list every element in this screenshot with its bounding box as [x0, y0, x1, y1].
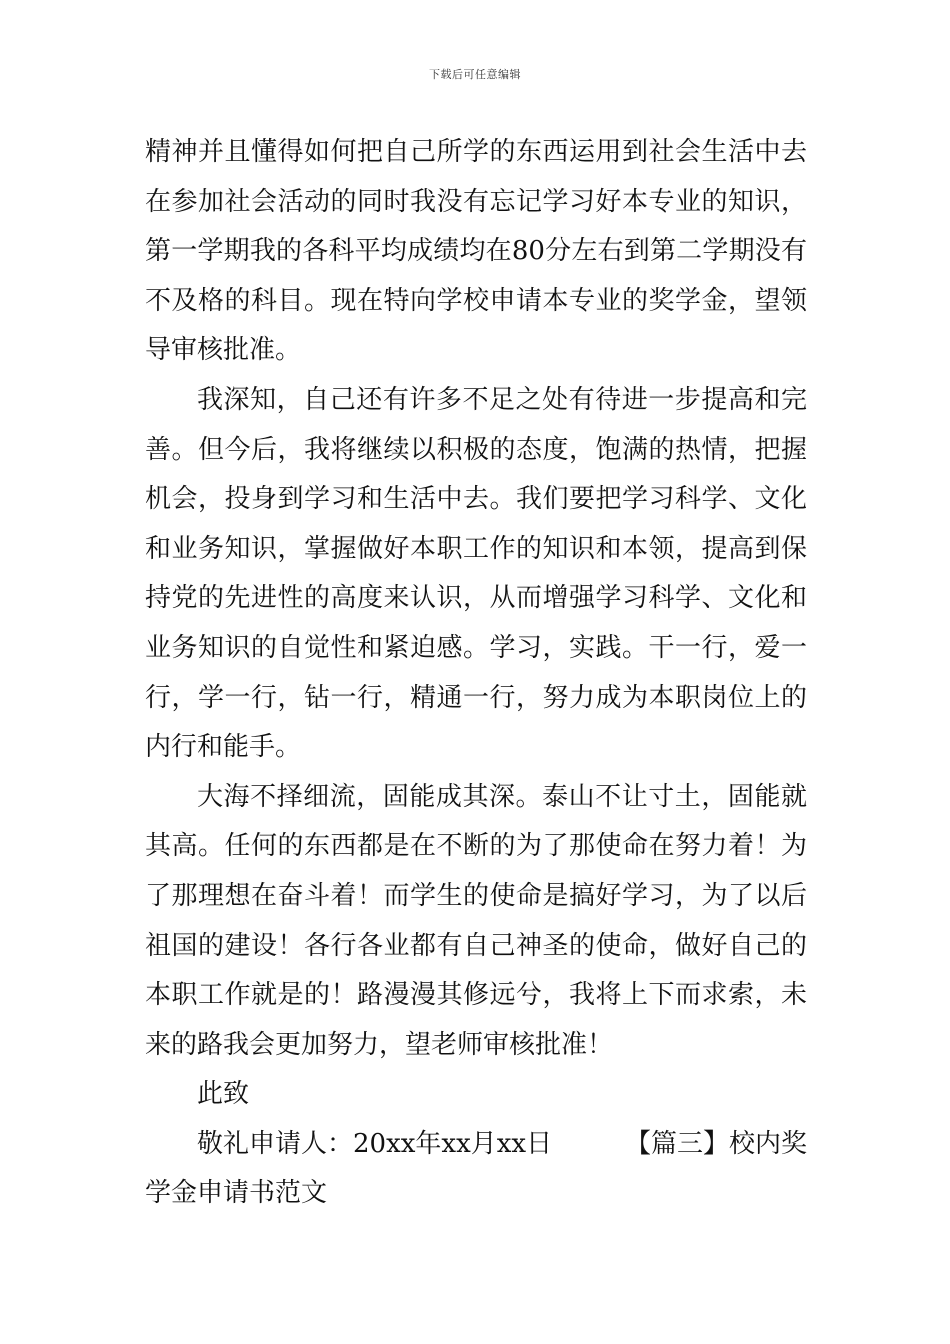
text-line: 导审核批准。: [145, 335, 302, 366]
closing-salutation: 此致: [197, 1079, 250, 1110]
text-line: 和业务知识，掌握做好本职工作的知识和本领，提高到保: [145, 533, 807, 564]
text-line: 行，学一行，钻一行，精通一行，努力成为本职岗位上的: [145, 682, 807, 713]
section-heading-start: 【篇三】校内奖: [624, 1128, 807, 1159]
document-body: [145, 128, 807, 1219]
page-header: 下载后可任意编辑: [429, 68, 521, 81]
text-line: 内行和能手。: [145, 732, 302, 763]
text-line: 业务知识的自觉性和紧迫感。学习，实践。干一行，爱一: [145, 632, 807, 663]
signature-applicant-date: 敬礼申请人：20xx年xx月xx日: [197, 1128, 553, 1159]
text-line: 持党的先进性的高度来认识，从而增强学习科学、文化和: [145, 583, 807, 614]
paragraph-start-line: 我深知，自己还有许多不足之处有待进一步提高和完: [197, 384, 807, 415]
text-line: 不及格的科目。现在特向学校申请本专业的奖学金，望领: [145, 285, 807, 316]
text-line: 第一学期我的各科平均成绩均在80分左右到第二学期没有: [145, 236, 807, 267]
paragraph-start-line: 大海不择细流，固能成其深。泰山不让寸土，固能就: [197, 781, 807, 812]
text-line: 机会，投身到学习和生活中去。我们要把学习科学、文化: [145, 484, 807, 515]
text-line: 来的路我会更加努力，望老师审核批准！: [145, 1029, 614, 1060]
section-heading-end: 学金申请书范文: [145, 1178, 328, 1209]
text-line: 本职工作就是的！路漫漫其修远兮，我将上下而求索，未: [145, 980, 807, 1011]
text-line: 善。但今后，我将继续以积极的态度，饱满的热情，把握: [145, 434, 807, 465]
text-line: 了那理想在奋斗着！而学生的使命是搞好学习，为了以后: [145, 880, 807, 911]
text-line: 在参加社会活动的同时我没有忘记学习好本专业的知识，: [145, 186, 807, 217]
text-line: 祖国的建设！各行各业都有自己神圣的使命，做好自己的: [145, 930, 807, 961]
text-line: 精神并且懂得如何把自己所学的东西运用到社会生活中去: [145, 137, 807, 167]
signature-line: [145, 1120, 807, 1170]
text-line: 其高。任何的东西都是在不断的为了那使命在努力着！为: [145, 831, 807, 862]
